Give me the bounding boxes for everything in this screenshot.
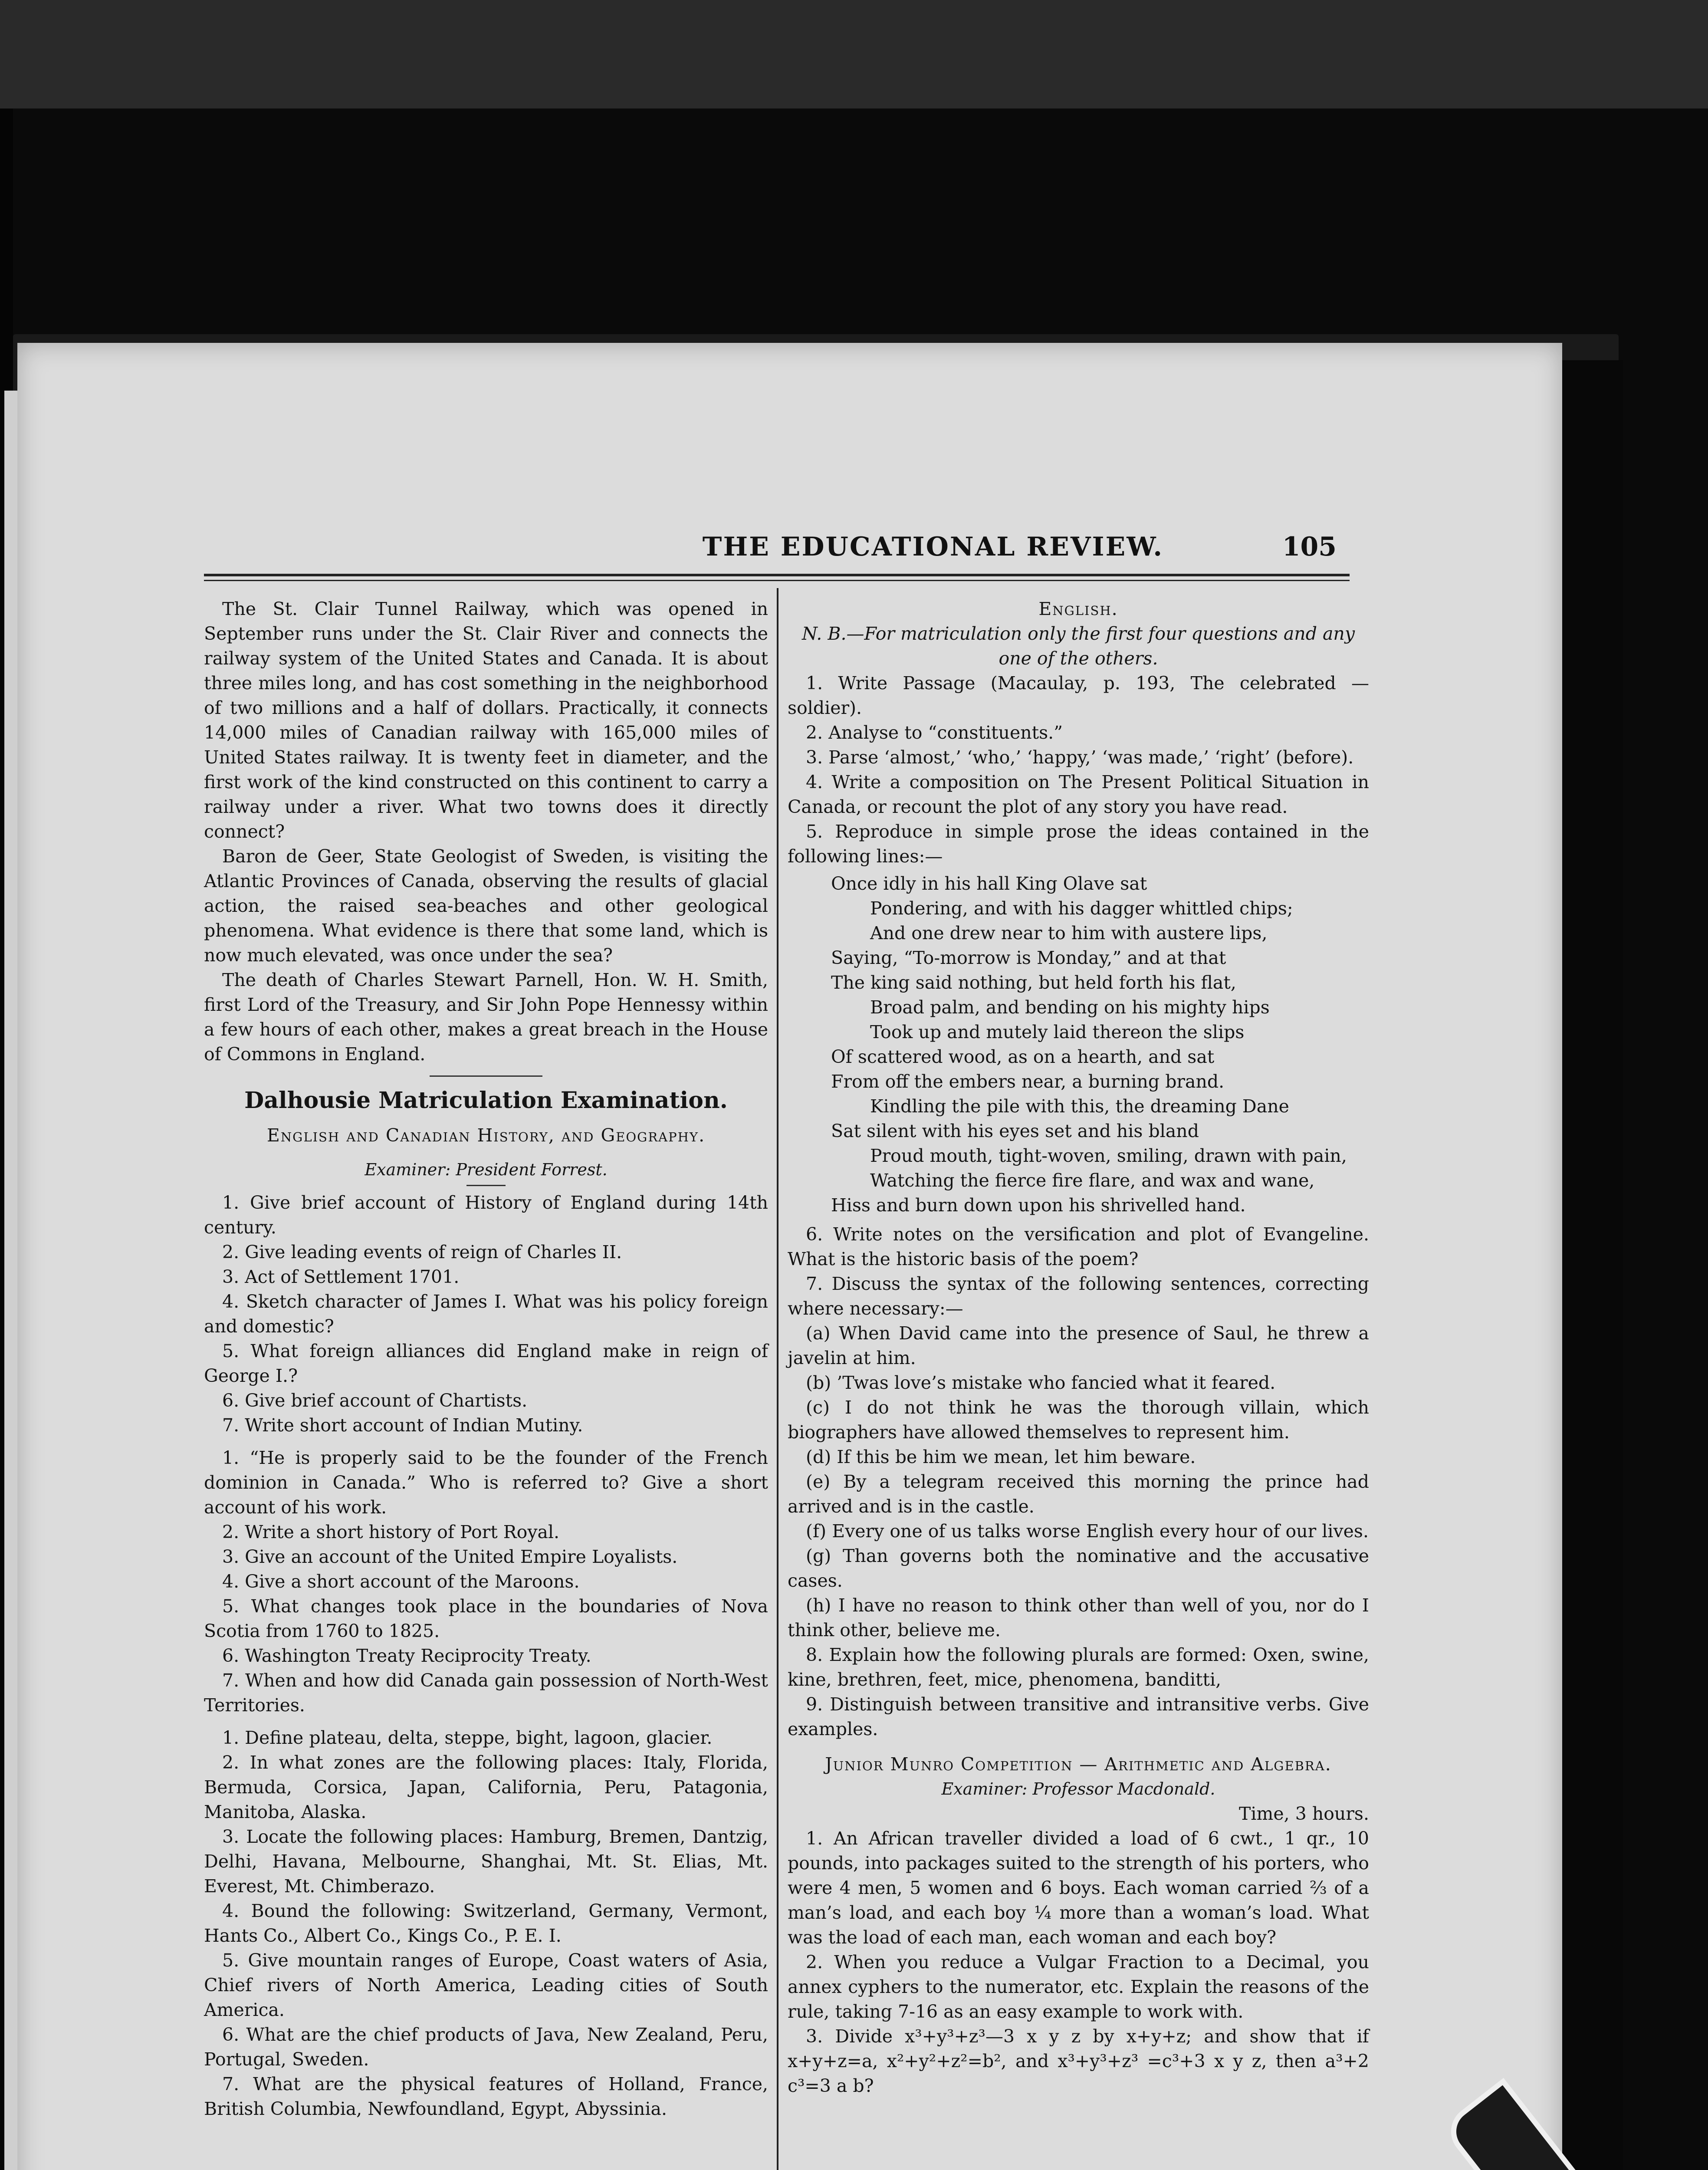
question: 2. Analyse to “constituents.” — [806, 722, 1063, 743]
question: 6. What are the chief products of Java, New Zealand, Peru, Portugal, Sweden. — [204, 2024, 768, 2070]
question: (d) If this be him we mean, let him beware. — [806, 1447, 1196, 1467]
poem — [788, 871, 1369, 1218]
question: 9. Distinguish between transitive and intransitive verbs. Give examples. — [788, 1694, 1369, 1739]
question: 1. Define plateau, delta, steppe, bight, lagoon, glacier. — [222, 1727, 713, 1748]
question: 3. Divide x³+y³+z³—3 x y z by x+y+z; and show that if x+y+z=a, x²+y²+z²=b², and x³+y³+z³ =c³+3 x y z, then a³+2 c³=3 a b? — [788, 2026, 1369, 2096]
poem-line: Once idly in his hall King Olave sat — [831, 873, 1147, 894]
previous-page-edge — [4, 391, 17, 2170]
film-border-top — [0, 0, 1708, 108]
poem-line: And one drew near to him with austere lips, — [870, 923, 1268, 944]
question: 3. Parse ‘almost,’ ‘who,’ ‘happy,’ ‘was made,’ ‘right’ (before). — [806, 747, 1354, 768]
poem-line: From off the embers near, a burning brand. — [831, 1071, 1225, 1092]
examiner-line: Examiner: President Forrest. — [365, 1160, 608, 1179]
paragraph: The death of Charles Stewart Parnell, Hon. W. H. Smith, first Lord of the Treasury, and Sir John Pope Hennessy within a few hours of each other, makes a great breach in the House of Commons in England. — [204, 970, 768, 1065]
poem-line: Saying, “To-morrow is Monday,” and at that — [831, 947, 1226, 968]
english-heading: English. — [1038, 598, 1118, 619]
poem-line: Broad palm, and bending on his mighty hips — [870, 997, 1270, 1018]
question: 7. Write short account of Indian Mutiny. — [222, 1415, 583, 1436]
question: 4. Give a short account of the Maroons. — [222, 1571, 580, 1592]
poem-line: Proud mouth, tight-woven, smiling, drawn with pain, — [870, 1145, 1347, 1166]
exam-subtitle: English and Canadian History, and Geography. — [266, 1125, 706, 1146]
question: 6. Write notes on the versification and plot of Evangeline. What is the historic basis of the poem? — [788, 1224, 1369, 1269]
question: 1. Give brief account of History of England during 14th century. — [204, 1192, 768, 1238]
header-rule-thin — [204, 580, 1350, 581]
question: 2. Write a short history of Port Royal. — [222, 1522, 560, 1542]
question: 7. What are the physical features of Holland, France, British Columbia, Newfoundland, Egypt, Abyssinia. — [204, 2074, 768, 2119]
header-rule — [204, 574, 1350, 576]
right-column — [788, 597, 1369, 2098]
question: 4. Bound the following: Switzerland, Germany, Vermont, Hants Co., Albert Co., Kings Co., P. E. I. — [204, 1900, 768, 1946]
poem-line: Kindling the pile with this, the dreaming Dane — [870, 1096, 1289, 1117]
question: 1. “He is properly said to be the founder of the French dominion in Canada.” Who is referred to? Give a short account of his work. — [204, 1447, 768, 1518]
question: 7. Discuss the syntax of the following sentences, correcting where necessary:— — [788, 1273, 1369, 1319]
poem-line: Watching the fierce fire flare, and wax and wane, — [870, 1170, 1315, 1191]
nb-note: N. B.—For matriculation only the first four questions and any one of the others. — [802, 623, 1355, 669]
question: 6. Give brief account of Chartists. — [222, 1390, 528, 1411]
junior-heading: Junior Munro Competition — Arithmetic and Algebra. — [825, 1754, 1332, 1775]
question: (e) By a telegram received this morning the prince had arrived and is in the castle. — [788, 1471, 1369, 1517]
question: 1. An African traveller divided a load of 6 cwt., 1 qr., 10 pounds, into packages suited to the strength of his porters, who were 4 men, 5 women and 6 boys. Each woman carried ⅔ of a man’s load, and each boy ¼ more than a woman’s load. What was the load of each man, each woman and each boy? — [788, 1828, 1369, 1948]
poem-line: Of scattered wood, as on a hearth, and sat — [831, 1046, 1215, 1067]
running-head: THE EDUCATIONAL REVIEW. — [702, 532, 1164, 562]
question: 5. What foreign alliances did England make in reign of George I.? — [204, 1341, 768, 1386]
poem-line: Hiss and burn down upon his shrivelled hand. — [831, 1195, 1246, 1216]
question: (f) Every one of us talks worse English every hour of our lives. — [806, 1521, 1369, 1542]
question: 6. Washington Treaty Reciprocity Treaty. — [222, 1645, 591, 1666]
page-number: 105 — [1282, 532, 1337, 562]
question: 8. Explain how the following plurals are formed: Oxen, swine, kine, brethren, feet, mice, phenomena, banditti, — [788, 1644, 1369, 1690]
question: 4. Sketch character of James I. What was his policy foreign and domestic? — [204, 1291, 768, 1337]
poem-line: Sat silent with his eyes set and his bland — [831, 1121, 1199, 1141]
question: 4. Write a composition on The Present Political Situation in Canada, or recount the plot of any story you have read. — [788, 772, 1369, 817]
question: 3. Give an account of the United Empire Loyalists. — [222, 1546, 678, 1567]
question: 2. When you reduce a Vulgar Fraction to a Decimal, you annex cyphers to the numerator, etc. Explain the reasons of the rule, taking 7-16 as an easy example to work with. — [788, 1952, 1369, 2022]
examiner-rule — [466, 1185, 506, 1186]
question: 2. Give leading events of reign of Charles II. — [222, 1242, 622, 1263]
question: 1. Write Passage (Macaulay, p. 193, The celebrated — soldier). — [788, 673, 1369, 718]
question: 3. Act of Settlement 1701. — [222, 1266, 460, 1287]
question: 5. Reproduce in simple prose the ideas contained in the following lines:— — [788, 821, 1369, 867]
paragraph: Baron de Geer, State Geologist of Sweden, is visiting the Atlantic Provinces of Canada, observing the results of glacial action, the raised sea-beaches and other geological phenomena. What evidence is there that some land, which is now much elevated, was once under the sea? — [204, 846, 768, 966]
left-column — [204, 597, 768, 2121]
column-divider — [777, 588, 778, 2170]
section-rule — [430, 1075, 542, 1077]
poem-line: The king said nothing, but held forth his flat, — [831, 972, 1236, 993]
question: 2. In what zones are the following places: Italy, Florida, Bermuda, Corsica, Japan, California, Peru, Patagonia, Manitoba, Alaska. — [204, 1752, 768, 1822]
question: (h) I have no reason to think other than well of you, nor do I think other, believe me. — [788, 1595, 1369, 1641]
question: (b) ’Twas love’s mistake who fancied what it feared. — [806, 1372, 1276, 1393]
question: 5. Give mountain ranges of Europe, Coast waters of Asia, Chief rivers of North America, Leading cities of South America. — [204, 1950, 768, 2020]
question: 3. Locate the following places: Hamburg, Bremen, Dantzig, Delhi, Havana, Melbourne, Shanghai, Mt. St. Elias, Mt. Everest, Mt. Chimberazo. — [204, 1826, 768, 1897]
paragraph: The St. Clair Tunnel Railway, which was opened in September runs under the St. Clair River and connects the railway system of the United States and Canada. It is about three miles long, and has cost something in the neighborhood of two millions and a half of dollars. Practically, it connects 14,000 miles of Canadian railway with 165,000 miles of United States railway. It is twenty feet in diameter, and the first work of the kind constructed on this continent to carry a railway under a river. What two towns does it directly connect? — [204, 598, 768, 842]
book-spine — [1554, 360, 1623, 2170]
question: (a) When David came into the presence of Saul, he threw a javelin at him. — [788, 1323, 1369, 1368]
poem-line: Took up and mutely laid thereon the slips — [870, 1022, 1245, 1042]
junior-examiner: Examiner: Professor Macdonald. — [941, 1779, 1215, 1798]
question: (c) I do not think he was the thorough villain, which biographers have allowed themselves to represent him. — [788, 1397, 1369, 1443]
question: 7. When and how did Canada gain possession of North-West Territories. — [204, 1670, 768, 1716]
question: 5. What changes took place in the boundaries of Nova Scotia from 1760 to 1825. — [204, 1596, 768, 1641]
exam-title: Dalhousie Matriculation Examination. — [244, 1087, 728, 1114]
time-allowed: Time, 3 hours. — [1239, 1803, 1369, 1824]
poem-line: Pondering, and with his dagger whittled chips; — [870, 898, 1293, 919]
question: (g) Than governs both the nominative and the accusative cases. — [788, 1545, 1369, 1591]
